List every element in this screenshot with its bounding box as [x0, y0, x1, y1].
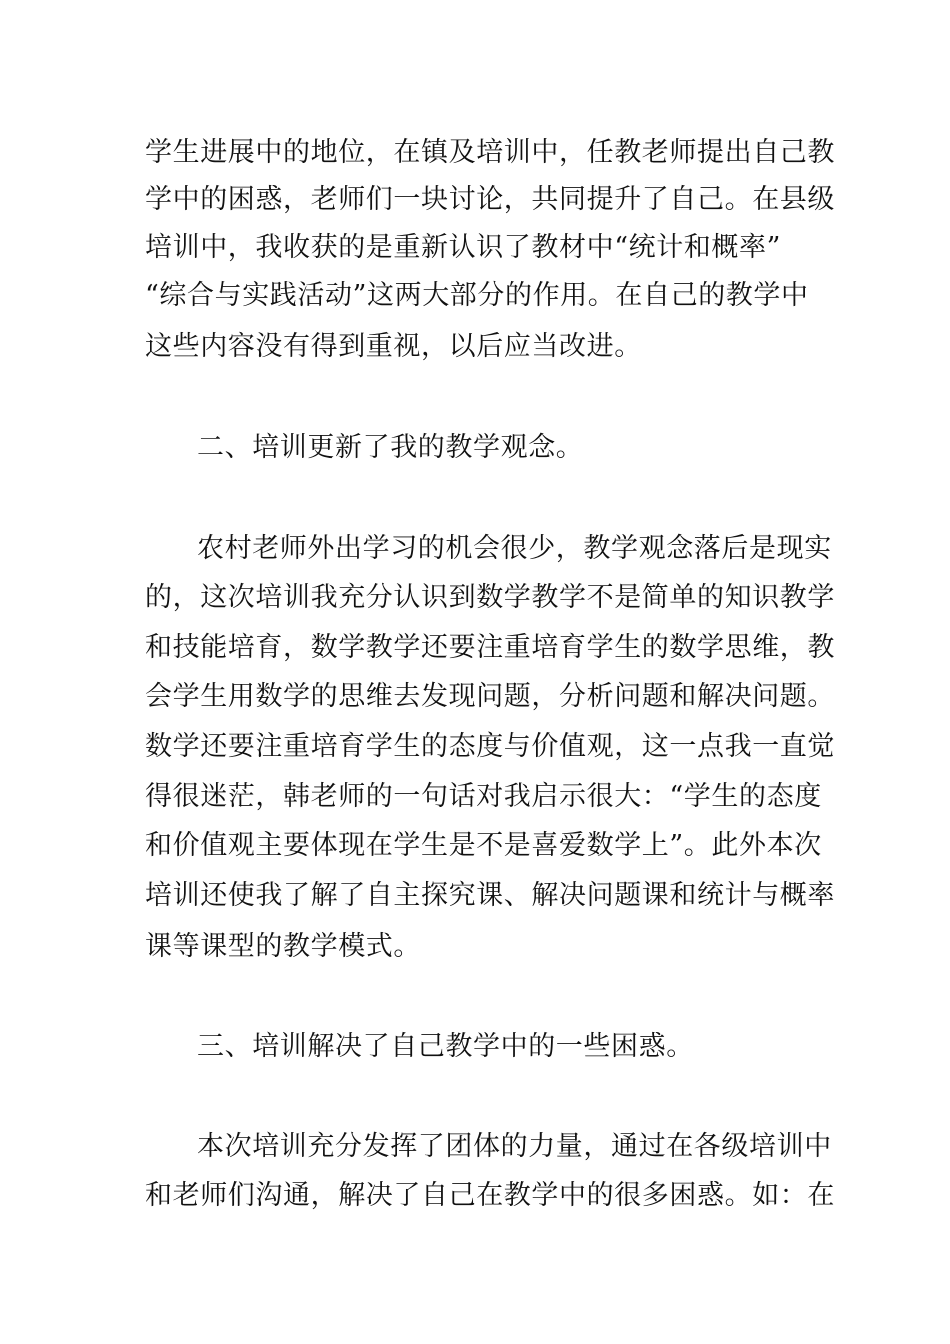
paragraph-2-line-1: 农村老师外出学习的机会很少，教学观念落后是现实: [197, 533, 832, 564]
paragraph-2-line-2: 的，这次培训我充分认识到数学教学不是简单的知识教学: [145, 582, 835, 613]
paragraph-1-line-5: 这些内容没有得到重视，以后应当改进。: [145, 331, 642, 362]
paragraph-1-line-2: 学中的困惑，老师们一块讨论，共同提升了自己。在县级: [145, 184, 835, 215]
paragraph-2-line-6: 得很迷茫，韩老师的一句话对我启示很大：“学生的态度: [145, 781, 822, 812]
paragraph-1-line-4: “综合与实践活动”这两大部分的作用。在自己的教学中: [145, 280, 809, 311]
paragraph-1-line-3: 培训中，我收获的是重新认识了教材中“统计和概率”: [145, 232, 782, 263]
paragraph-2-line-3: 和技能培育，数学教学还要注重培育学生的数学思维，教: [145, 632, 835, 663]
section-heading-3: 三、培训解决了自己教学中的一些困惑。: [197, 1031, 694, 1062]
paragraph-2-line-9: 课等课型的教学模式。: [145, 931, 421, 962]
paragraph-2-line-5: 数学还要注重培育学生的态度与价值观，这一点我一直觉: [145, 731, 835, 762]
paragraph-2-line-7: 和价值观主要体现在学生是不是喜爱数学上”。此外本次: [145, 830, 822, 861]
paragraph-3-line-1: 本次培训充分发挥了团体的力量，通过在各级培训中: [197, 1131, 832, 1162]
section-heading-2: 二、培训更新了我的教学观念。: [197, 432, 584, 463]
paragraph-2-line-8: 培训还使我了解了自主探究课、解决问题课和统计与概率: [145, 880, 835, 911]
paragraph-2-line-4: 会学生用数学的思维去发现问题，分析问题和解决问题。: [145, 681, 835, 712]
paragraph-1-line-1: 学生进展中的地位，在镇及培训中，任教老师提出自己教: [145, 137, 835, 168]
paragraph-3-line-2: 和老师们沟通，解决了自己在教学中的很多困惑。如：在: [145, 1180, 835, 1211]
